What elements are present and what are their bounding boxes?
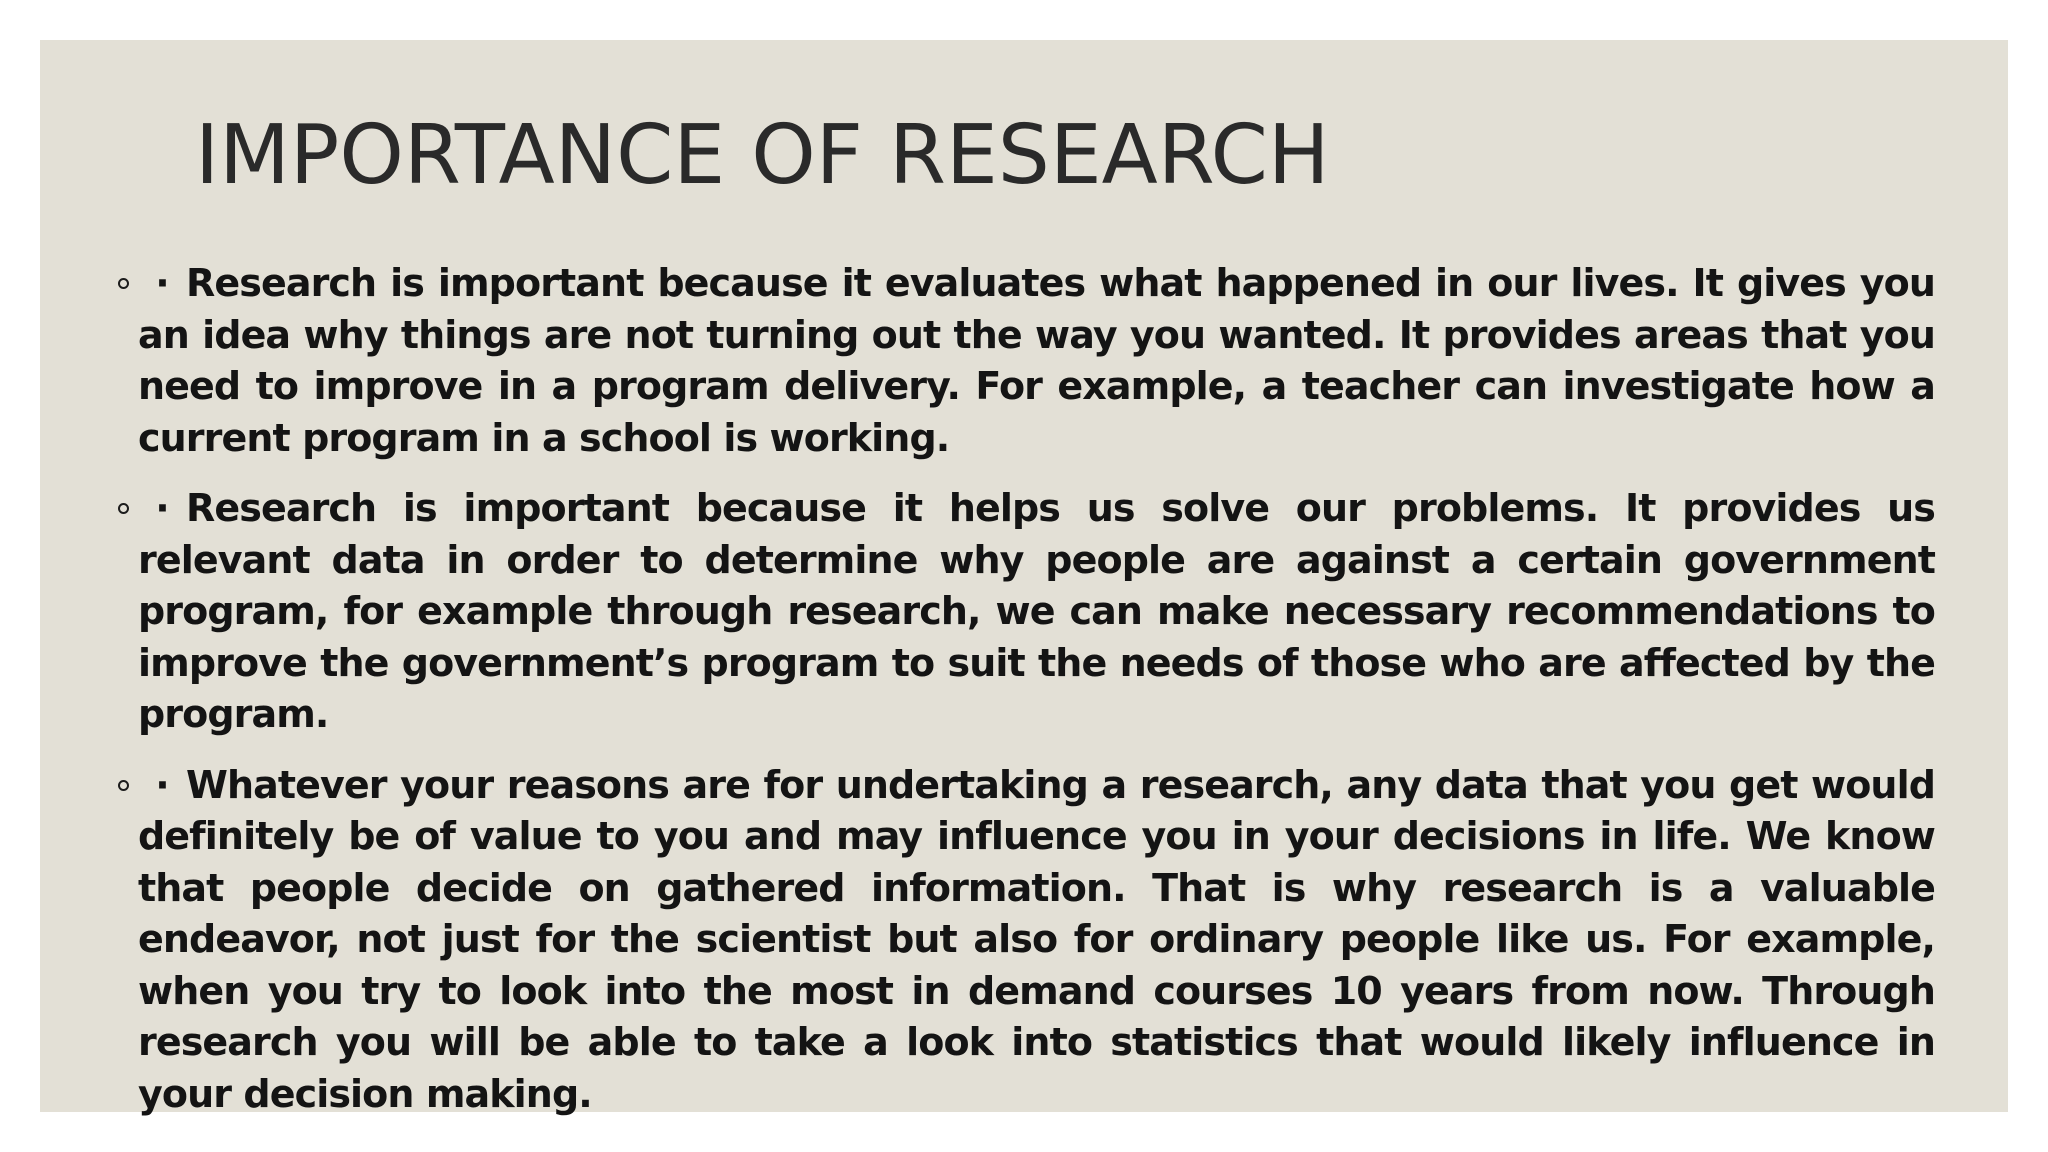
bullet-item — [138, 483, 1935, 741]
slide-title: IMPORTANCE OF RESEARCH — [195, 108, 1330, 203]
bullet-paragraph — [138, 483, 1935, 741]
bullet-text: Whatever your reasons are for undertaking a research, any data that you get would definitely be of value to you and may influence you in your decisions in life. We know that people decide on gathered information. That is why research is a valuable endeavor, not just for the scientist but also for ordinary people like us. For example, when you try to look into the most in demand courses 10 years from now. Through research you will be able to take a look into statistics that would likely influence in your decision making. — [138, 762, 1935, 1116]
bullet-item — [138, 258, 1935, 464]
hollow-circle-bullet-icon — [118, 780, 129, 791]
hollow-circle-bullet-icon — [118, 278, 129, 289]
bullet-paragraph — [138, 760, 1935, 1121]
bullet-item — [138, 760, 1935, 1121]
bullet-text: Research is important because it helps us solve our problems. It provides us relevant data in order to determine why people are against a certain government program, for example through research, we can make necessary recommendations to improve the government’s program to suit the needs of those who are affected by the program. — [138, 486, 1935, 736]
bullet-list — [138, 258, 1935, 1139]
middle-dot-glyph: · — [155, 261, 169, 305]
bullet-paragraph — [138, 258, 1935, 464]
hollow-circle-bullet-icon — [118, 503, 129, 514]
slide — [40, 40, 2008, 1116]
middle-dot-glyph: · — [155, 486, 169, 530]
middle-dot-glyph: · — [155, 762, 169, 807]
bullet-text: Research is important because it evaluates what happened in our lives. It gives you an idea why things are not turning out the way you wanted. It provides areas that you need to improve in a program delivery. For example, a teacher can investigate how a current program in a school is working. — [138, 261, 1935, 460]
